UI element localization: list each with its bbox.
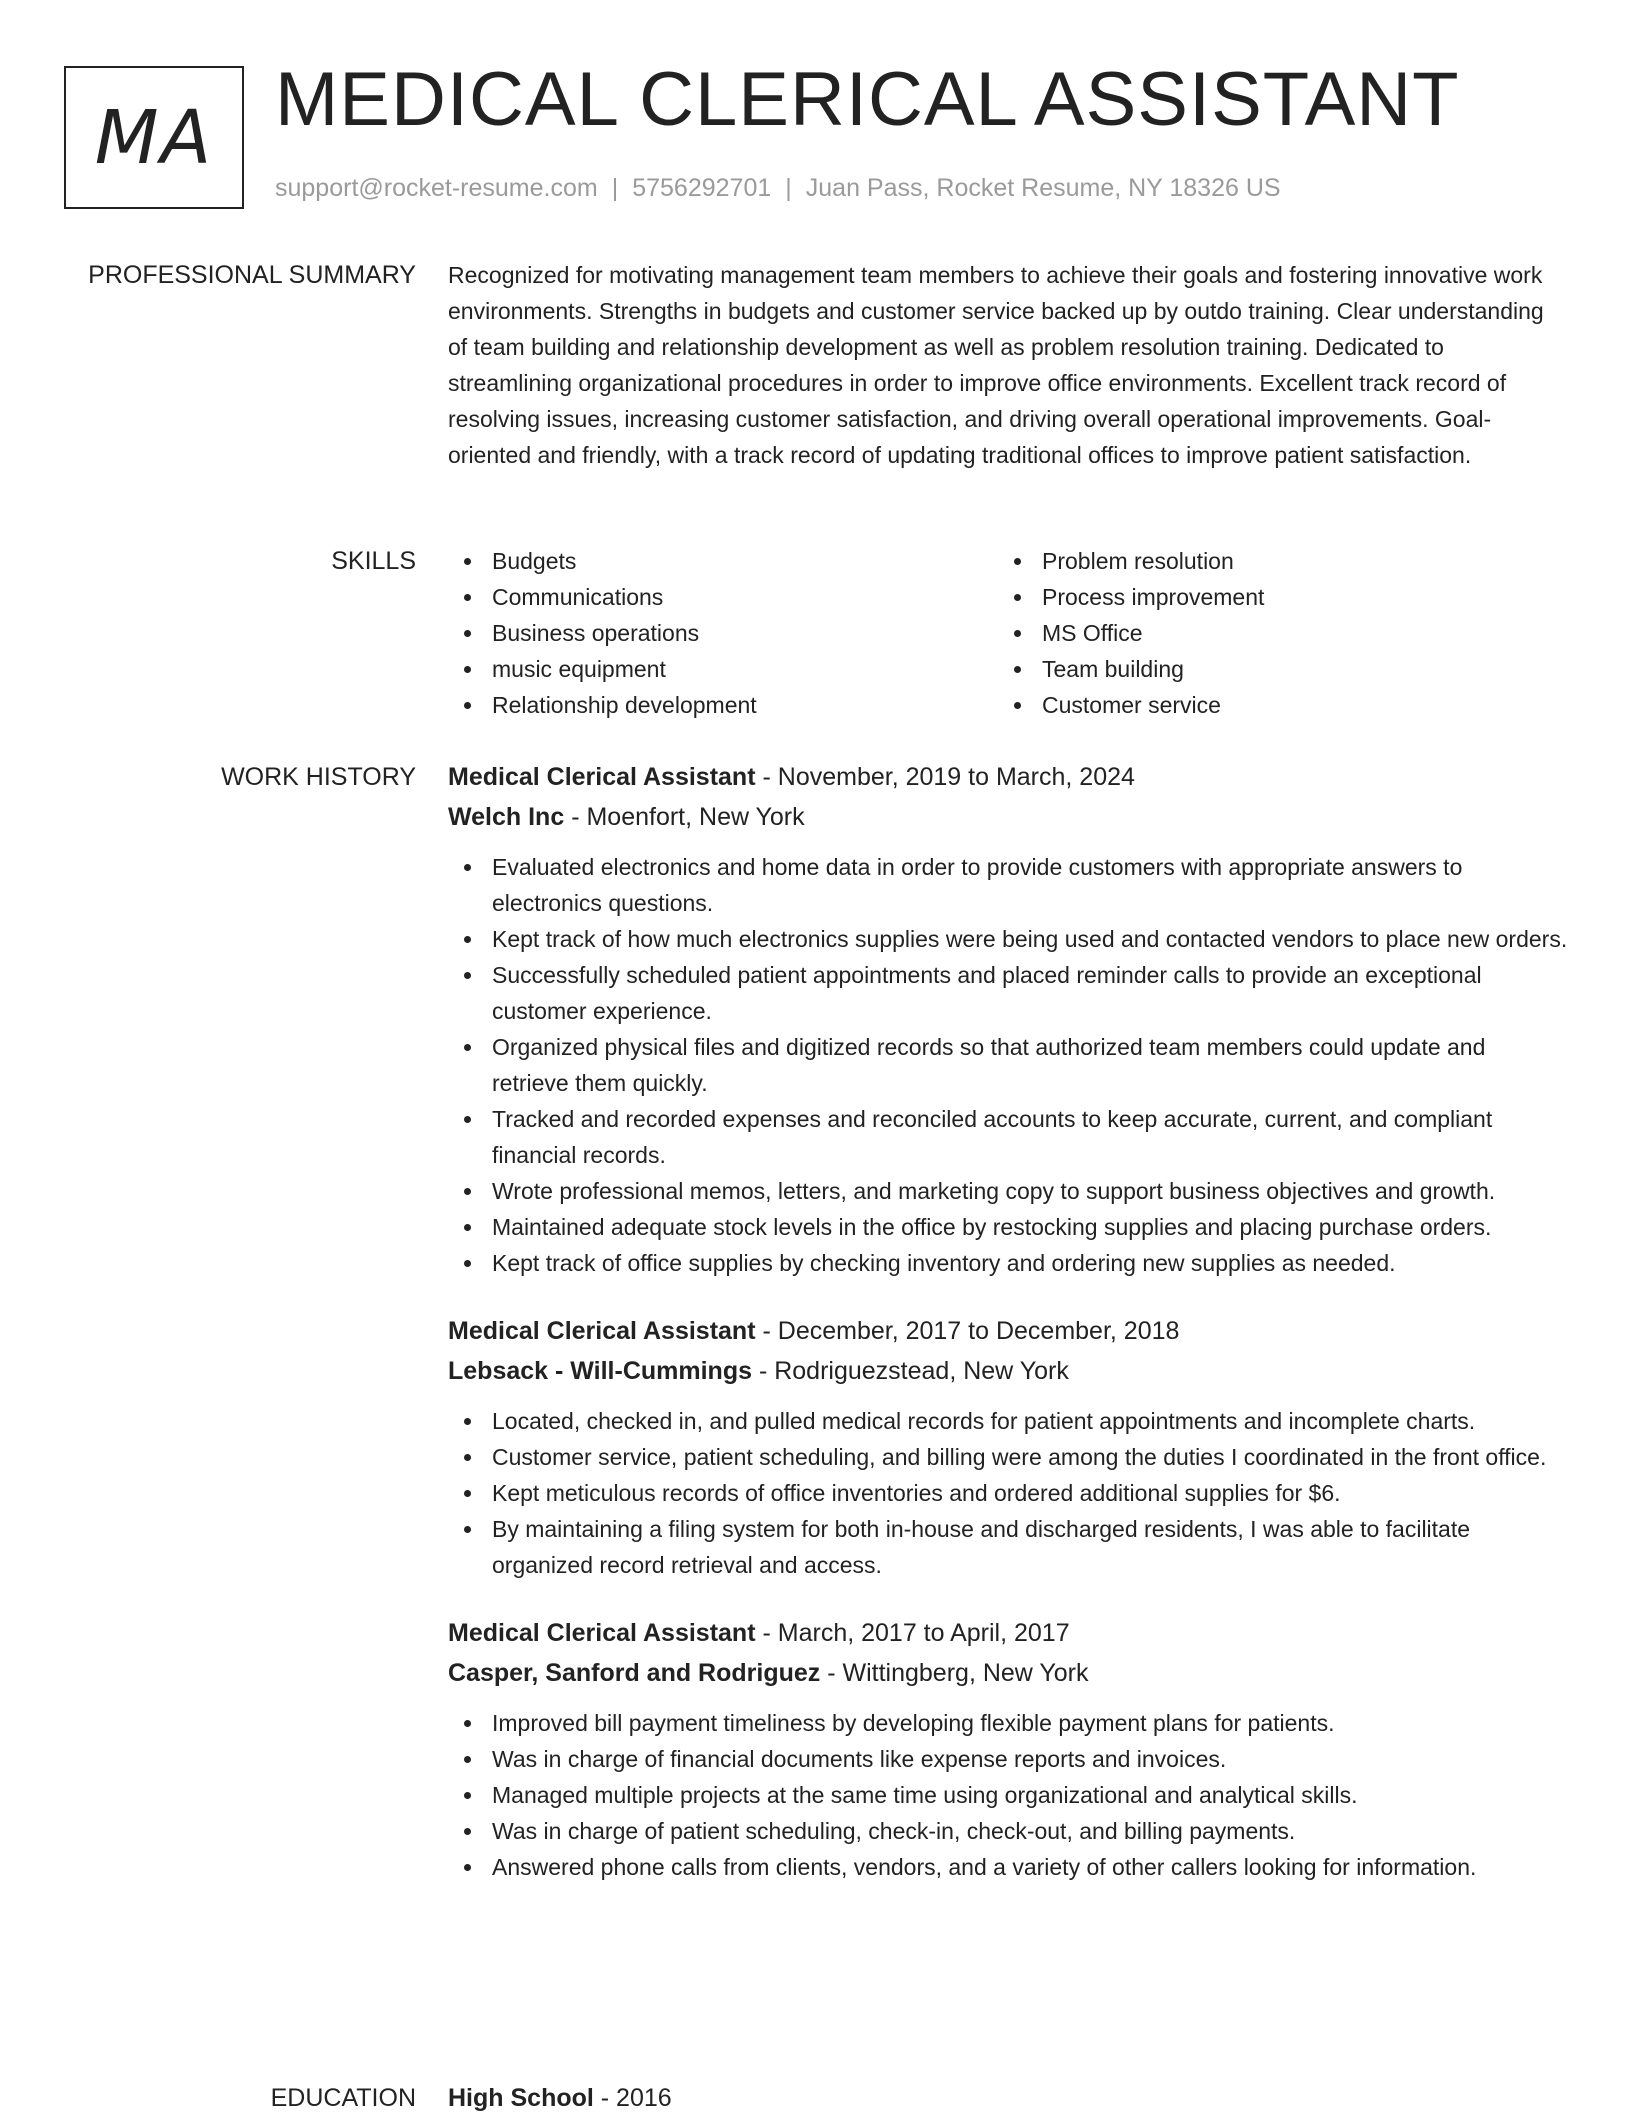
education-line (448, 2078, 1568, 2112)
job-bullet: By maintaining a filing system for both in-house and discharged residents, I was able to facilitate organized record retrieval and access. (448, 1511, 1568, 1583)
skill-item: Communications (448, 579, 998, 615)
contact-phone: 5756292701 (632, 174, 772, 202)
summary-text: Recognized for motivating management team members to achieve their goals and fostering innovative work environments. Strengths in budgets and customer service backed up by outdo training. Clear understanding of team building and relationship development as well as problem resolution training. Dedicated to streamlining organizational procedures in order to improve office environments. Excellent track record of resolving issues, increasing customer satisfaction, and driving overall operational improvements. Goal-oriented and friendly, with a track record of updating traditional offices to improve patient satisfaction. (448, 262, 1544, 468)
job-bullet: Successfully scheduled patient appointments and placed reminder calls to provide an exceptional customer experience. (448, 957, 1568, 1029)
skills-body (448, 543, 1568, 723)
job-dates: - November, 2019 to March, 2024 (755, 763, 1135, 791)
work-history-heading: WORK HISTORY (221, 763, 416, 791)
job-location: - Wittingberg, New York (820, 1659, 1089, 1687)
job-bullet: Improved bill payment timeliness by developing flexible payment plans for patients. (448, 1705, 1568, 1741)
job-role-line (448, 757, 1568, 797)
skill-item: Problem resolution (998, 543, 1548, 579)
skills-list-left (448, 543, 998, 723)
skill-item: Process improvement (998, 579, 1548, 615)
education-year: - 2016 (593, 2084, 672, 2112)
job-bullet: Wrote professional memos, letters, and marketing copy to support business objectives and growth. (448, 1173, 1568, 1209)
job-bullet: Answered phone calls from clients, vendors, and a variety of other callers looking for information. (448, 1849, 1568, 1885)
job-bullet: Kept track of how much electronics supplies were being used and contacted vendors to place new orders. (448, 921, 1568, 957)
job-location: - Rodriguezstead, New York (752, 1357, 1069, 1385)
job-bullet: Customer service, patient scheduling, and billing were among the duties I coordinated in the front office. (448, 1439, 1568, 1475)
job-bullet: Kept track of office supplies by checking inventory and ordering new supplies as needed. (448, 1245, 1568, 1281)
job-role-line (448, 1613, 1568, 1653)
education-heading: EDUCATION (270, 2084, 416, 2112)
job-location: - Moenfort, New York (564, 803, 805, 831)
job-company-line (448, 1351, 1568, 1391)
job-bullet-list (448, 1705, 1568, 1885)
job-bullet-list (448, 1403, 1568, 1583)
job-dates: - December, 2017 to December, 2018 (755, 1317, 1180, 1345)
job-entry (448, 757, 1568, 1281)
job-role-line (448, 1311, 1568, 1351)
job-bullet: Tracked and recorded expenses and reconciled accounts to keep accurate, current, and compliant financial records. (448, 1101, 1568, 1173)
job-role: Medical Clerical Assistant (448, 1619, 756, 1647)
job-company-line (448, 1653, 1568, 1693)
skill-item: Team building (998, 651, 1548, 687)
job-company: Lebsack - Will-Cummings (448, 1357, 752, 1385)
job-bullet: Managed multiple projects at the same time using organizational and analytical skills. (448, 1777, 1568, 1813)
job-role: Medical Clerical Assistant (448, 763, 756, 791)
monogram-initials: MA (94, 94, 214, 181)
skill-item: Customer service (998, 687, 1548, 723)
job-bullet: Kept meticulous records of office inventories and ordered additional supplies for $6. (448, 1475, 1568, 1511)
job-bullet: Maintained adequate stock levels in the office by restocking supplies and placing purchase orders. (448, 1209, 1568, 1245)
job-role: Medical Clerical Assistant (448, 1317, 756, 1345)
job-dates: - March, 2017 to April, 2017 (755, 1619, 1070, 1647)
education-body (448, 2078, 1568, 2112)
contact-separator: | (785, 174, 792, 202)
job-bullet: Organized physical files and digitized records so that authorized team members could update and retrieve them quickly. (448, 1029, 1568, 1101)
job-company: Welch Inc (448, 803, 565, 831)
skills-heading: SKILLS (331, 547, 416, 575)
skill-item: MS Office (998, 615, 1548, 651)
job-bullet: Was in charge of patient scheduling, check-in, check-out, and billing payments. (448, 1813, 1568, 1849)
job-bullet: Evaluated electronics and home data in order to provide customers with appropriate answers to electronics questions. (448, 849, 1568, 921)
contact-separator: | (611, 174, 619, 202)
job-company: Casper, Sanford and Rodriguez (448, 1659, 821, 1687)
monogram-box (64, 66, 244, 209)
skill-item: Business operations (448, 615, 998, 651)
work-history-body (448, 757, 1568, 1915)
skill-item: Budgets (448, 543, 998, 579)
contact-email: support@rocket-resume.com (275, 174, 598, 202)
job-bullet: Was in charge of financial documents like expense reports and invoices. (448, 1741, 1568, 1777)
education-degree: High School (448, 2084, 594, 2112)
job-entry (448, 1613, 1568, 1885)
contact-line (275, 174, 1281, 203)
job-bullet-list (448, 849, 1568, 1281)
job-company-line (448, 797, 1568, 837)
skill-item: music equipment (448, 651, 998, 687)
job-entry (448, 1311, 1568, 1583)
contact-address: Juan Pass, Rocket Resume, NY 18326 US (805, 174, 1281, 202)
summary-heading: PROFESSIONAL SUMMARY (88, 261, 416, 289)
skill-item: Relationship development (448, 687, 998, 723)
candidate-title: MEDICAL CLERICAL ASSISTANT (275, 57, 1460, 142)
job-bullet: Located, checked in, and pulled medical records for patient appointments and incomplete charts. (448, 1403, 1568, 1439)
skills-list-right (998, 543, 1548, 723)
